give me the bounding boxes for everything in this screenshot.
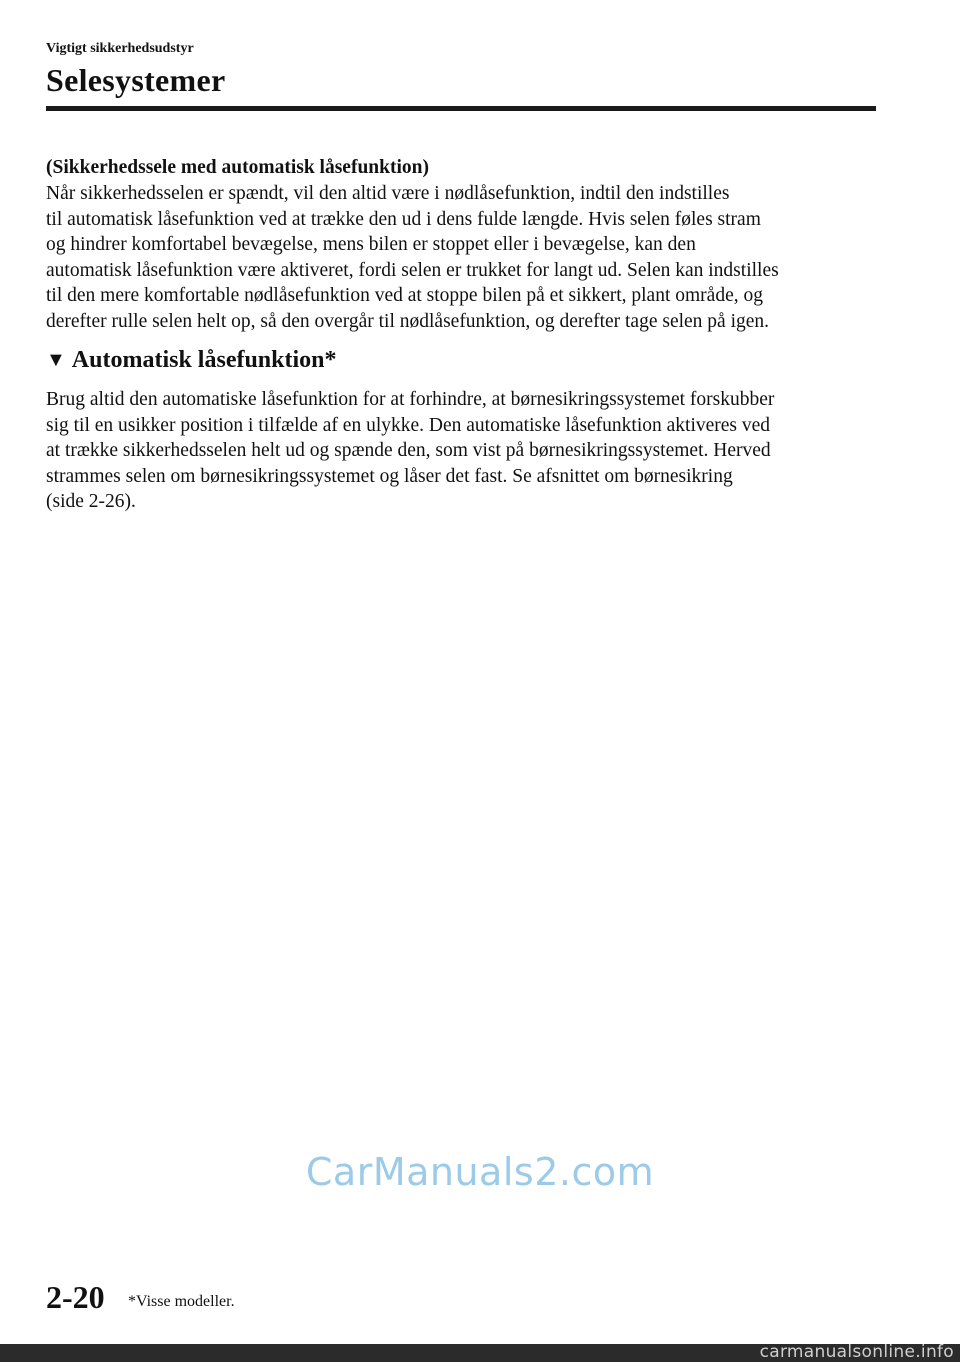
block-automatic-lock-belt [46, 155, 876, 335]
section-heading [46, 344, 337, 376]
section-label: Vigtigt sikkerhedsudstyr [46, 41, 194, 56]
text-line: til automatisk låsefunktion ved at trække den ud i dens fulde længde. Hvis selen føles stram [46, 208, 761, 230]
text-line: til den mere komfortable nødlåsefunktion ved at stoppe bilen på et sikkert, plant område, og [46, 285, 763, 307]
bottom-bar [0, 1344, 960, 1362]
text-line: at trække sikkerhedsselen helt ud og spænde den, som vist på børnesikringssystemet. Herved [46, 440, 771, 462]
block-automatic-lock-function [46, 387, 876, 515]
footnote: *Visse modeller. [128, 1293, 235, 1310]
text-line: Når sikkerhedsselen er spændt, vil den altid være i nødlåsefunktion, indtil den indstilles [46, 183, 730, 204]
text-line: strammes selen om børnesikringssystemet og låser det fast. Se afsnittet om børnesikring [46, 465, 733, 487]
triangle-marker-icon: ▼ [46, 349, 66, 371]
page-title: Selesystemer [46, 62, 226, 98]
page-header [46, 40, 876, 100]
text-line: (side 2-26). [46, 491, 136, 513]
text-line: derefter rulle selen helt op, så den overgår til nødlåsefunktion, og derefter tage selen på igen. [46, 310, 770, 332]
paragraph-belt-modes [46, 181, 876, 335]
page-number: 2-20 [46, 1279, 105, 1315]
text-line: automatisk låsefunktion være aktiveret, fordi selen er trukket for langt ud. Selen kan indstilles [46, 259, 779, 281]
paragraph-child-restraint [46, 387, 876, 515]
section-heading-text: Automatisk låsefunktion* [71, 347, 337, 373]
text-line: Brug altid den automatiske låsefunktion for at forhindre, at børnesikringssystemet forskubber [46, 389, 775, 410]
text-line: og hindrer komfortabel bevægelse, mens bilen er stoppet eller i bevægelse, kan den [46, 234, 696, 256]
watermark: CarManuals2.com [305, 1150, 655, 1194]
header-rule [46, 106, 876, 111]
sub-heading: (Sikkerhedssele med automatisk låsefunktion) [46, 157, 429, 178]
text-line: sig til en usikker position i tilfælde af en ulykke. Den automatiske låsefunktion aktiveres ved [46, 414, 771, 436]
bottom-bar-watermark: carmanualsonline.info [759, 1342, 954, 1362]
